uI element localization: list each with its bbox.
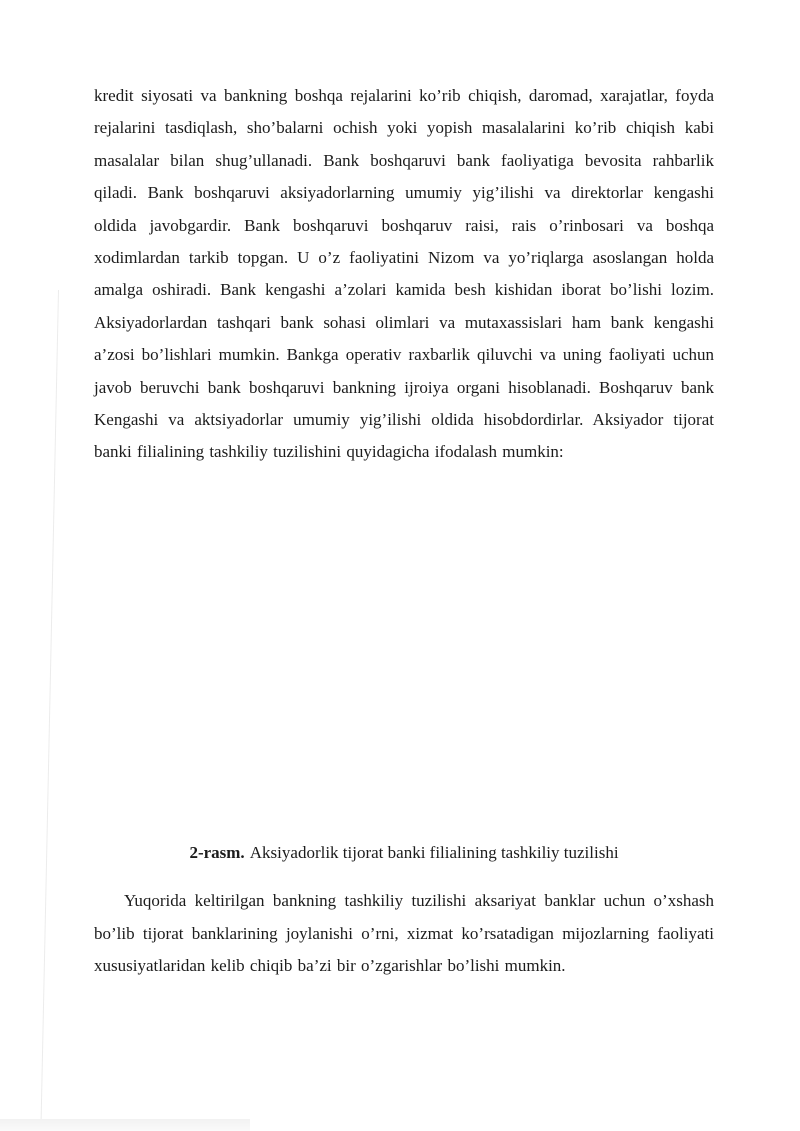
figure-area (94, 469, 714, 837)
page-content (94, 80, 714, 983)
scan-page-bottom-edge (0, 1119, 250, 1131)
figure-caption (94, 837, 714, 869)
figure-caption-label: 2-rasm. (189, 842, 245, 862)
figure-caption-text: Aksiyadorlik tijorat banki filialining tashkiliy tuzilishi (249, 842, 619, 862)
paragraph-2: Yuqorida keltirilgan bankning tashkiliy tuzilishi aksariyat banklar uchun o’xshash bo’lib tijorat banklarining joylanishi o’rni, xizmat ko’rsatadigan mijozlarning faoliyati xususiyatlaridan kelib chiqib ba’zi bir o’zgarishlar bo’lishi mumkin. (94, 891, 714, 976)
scan-page-left-edge (40, 290, 59, 1131)
paragraph-1: kredit siyosati va bankning boshqa rejalarini ko’rib chiqish, daromad, xarajatlar, foyda rejalarini tasdiqlash, sho’balarni ochish yoki yopish masalalarini ko’rib chiqish kabi masalalar bilan shug’ullanadi. Bank boshqaruvi bank faoliyatiga bevosita rahbarlik qiladi. Bank boshqaruvi aksiyadorlarning umumiy yig’ilishi va direktorlar kengashi oldida javobgardir. Bank boshqaruvi boshqaruv raisi, rais o’rinbosari va boshqa xodimlardan tarkib topgan. U o’z faoliyatini Nizom va yo’riqlarga asoslangan holda amalga oshiradi. Bank kengashi a’zolari kamida besh kishidan iborat bo’lishi lozim. Aksiyadorlardan tashqari bank sohasi olimlari va mutaxassislari ham bank kengashi a’zosi bo’lishlari mumkin. Bankga operativ raxbarlik qiluvchi va uning faoliyati uchun javob beruvchi bank boshqaruvi bankning ijroiya organi hisoblanadi. Boshqaruv bank Kengashi va aktsiyadorlar umumiy yig’ilishi oldida hisobdordirlar. Aksiyador tijorat banki filialining tashkiliy tuzilishini quyidagicha ifodalash mumkin: (94, 86, 714, 462)
